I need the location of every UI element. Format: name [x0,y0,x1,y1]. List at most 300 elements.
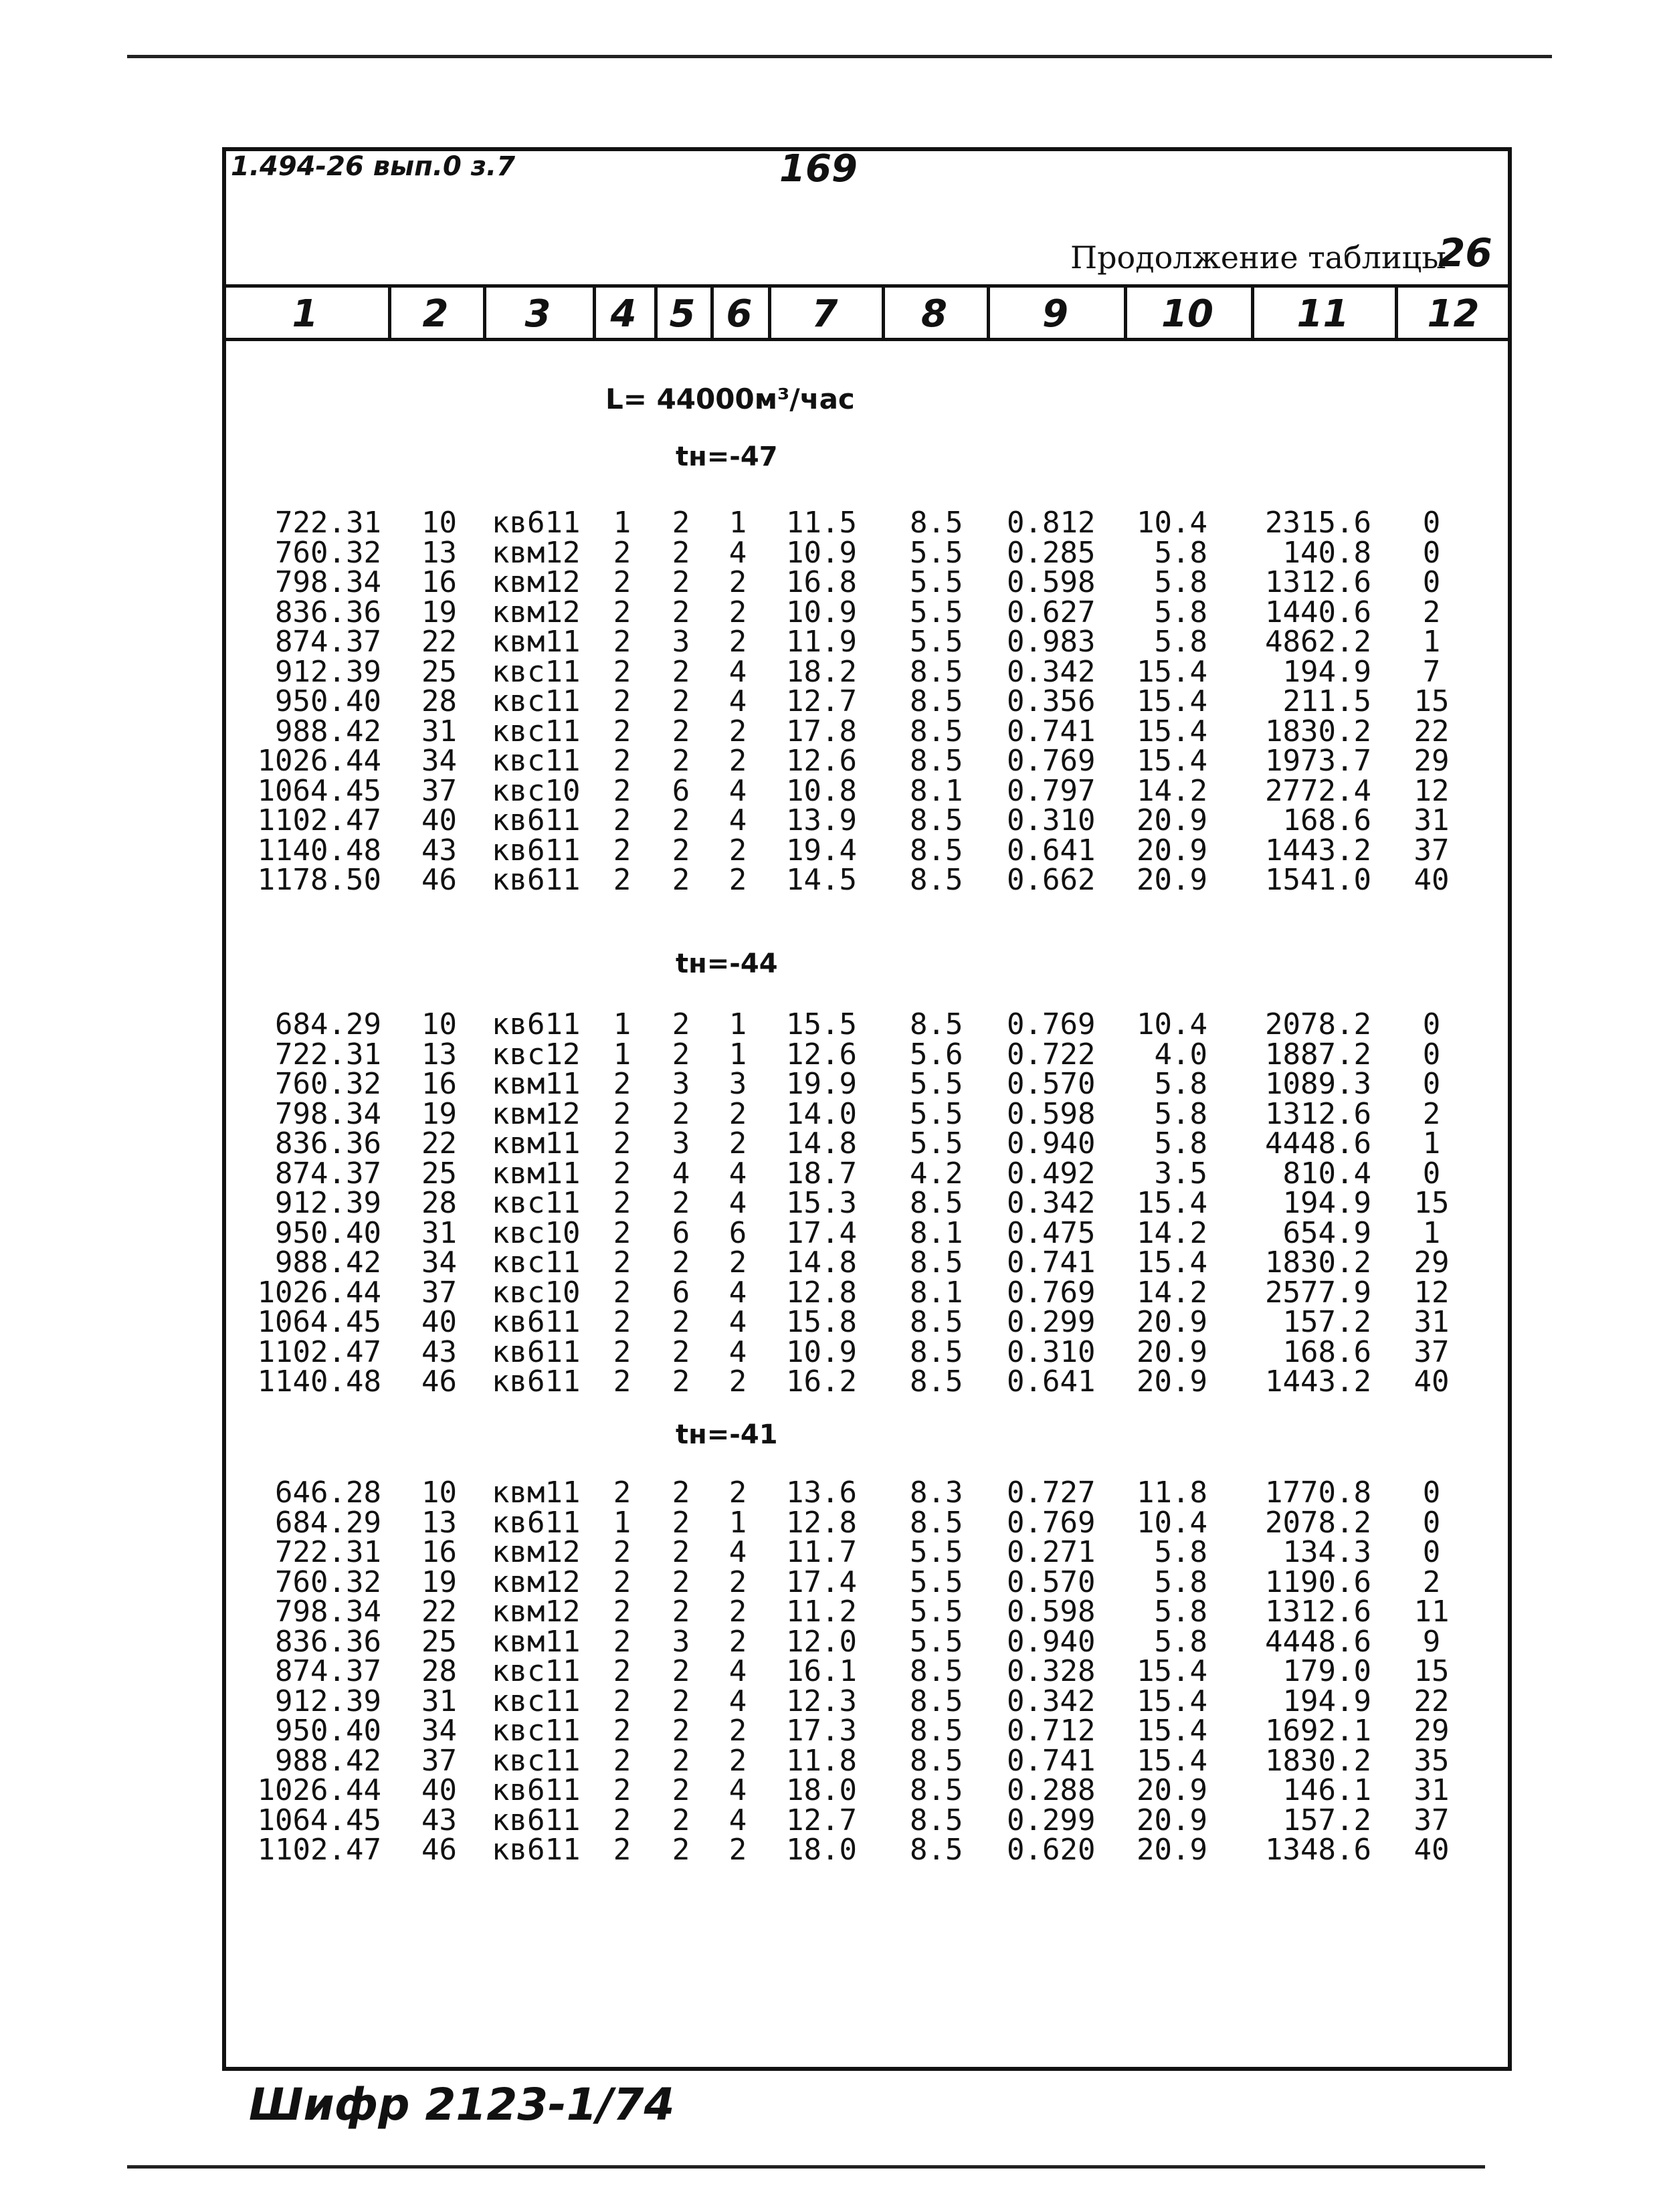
table-cell-col11: 2315.6 [1265,506,1371,540]
table-cell-col4: 2 [613,1365,631,1399]
table-cell-col5: 2 [672,1684,690,1718]
table-cell-col11: 1443.2 [1265,833,1371,868]
table-cell-col7: 14.8 [786,1245,857,1280]
table-cell-col6: 1 [728,1007,747,1041]
table-cell-col9: 0.940 [1007,1624,1096,1659]
table-cell-col7: 16.8 [786,565,857,599]
table-cell-col6: 4 [728,1334,747,1369]
table-cell-col1: 798.34 [275,565,381,599]
table-cell-col4: 2 [613,1067,631,1101]
table-cell-col11: 194.9 [1282,1186,1371,1220]
table-cell-col1: 988.42 [275,714,381,748]
table-cell-col11: 4448.6 [1265,1126,1371,1161]
table-cell-col5: 2 [672,1365,690,1399]
table-cell-col8: 5.5 [910,565,963,599]
continuation-label: Продолжение таблицы [1070,239,1446,276]
table-cell-col7: 15.8 [786,1305,857,1339]
table-cell-col11: 1312.6 [1265,1595,1371,1629]
table-cell-col12: 0 [1422,1505,1441,1540]
table-cell-col7: 16.1 [786,1654,857,1688]
table-cell-col6: 2 [728,863,747,897]
table-cell-col4: 2 [613,1624,631,1659]
table-cell-col8: 5.5 [910,625,963,659]
table-cell-col3: квс11 [492,744,581,778]
table-cell-col6: 2 [728,595,747,629]
table-cell-col10: 20.9 [1137,1365,1207,1399]
table-cell-col1: 1178.50 [257,863,381,897]
table-cell-col5: 6 [672,1275,690,1310]
table-cell-col4: 2 [613,654,631,689]
table-cell-col7: 17.3 [786,1714,857,1748]
table-cell-col12: 0 [1422,1067,1441,1101]
table-cell-col10: 5.8 [1154,1096,1207,1131]
table-cell-col6: 2 [728,1833,747,1867]
table-cell-col7: 17.8 [786,714,857,748]
table-cell-col5: 2 [672,1803,690,1837]
table-cell-col1: 760.32 [275,1565,381,1599]
table-cell-col6: 2 [728,1476,747,1510]
table-cell-col5: 2 [672,1773,690,1807]
column-header-5: 5 [669,292,696,336]
table-cell-col6: 2 [728,1565,747,1599]
table-cell-col10: 20.9 [1137,1334,1207,1369]
table-cell-col2: 19 [421,595,457,629]
table-cell-col9: 0.741 [1007,1245,1096,1280]
table-cell-col2: 28 [421,684,457,718]
table-cell-col1: 1026.44 [257,1773,381,1807]
column-header-8: 8 [921,292,947,336]
table-cell-col3: квс10 [492,1275,581,1310]
table-cell-col1: 646.28 [275,1476,381,1510]
table-cell-col2: 34 [421,1245,457,1280]
table-cell-col1: 1140.48 [257,833,381,868]
top-scan-rule [127,55,1552,58]
table-cell-col11: 2772.4 [1265,773,1371,808]
table-cell-col11: 1887.2 [1265,1037,1371,1072]
table-cell-col6: 4 [728,1275,747,1310]
table-cell-col6: 2 [728,1126,747,1161]
table-cell-col8: 8.3 [910,1476,963,1510]
column-header-11: 11 [1296,292,1349,336]
table-cell-col12: 2 [1422,1565,1441,1599]
table-cell-col12: 7 [1422,654,1441,689]
table-cell-col9: 0.797 [1007,773,1096,808]
table-cell-col3: кв611 [492,1007,581,1041]
table-cell-col1: 684.29 [275,1505,381,1540]
table-cell-col3: квс11 [492,684,581,718]
table-cell-col7: 14.0 [786,1096,857,1131]
table-cell-col2: 37 [421,773,457,808]
table-cell-col2: 16 [421,1067,457,1101]
table-cell-col11: 810.4 [1282,1156,1371,1191]
table-cell-col9: 0.722 [1007,1037,1096,1072]
table-cell-col7: 12.3 [786,1684,857,1718]
table-cell-col8: 8.5 [910,1365,963,1399]
table-cell-col3: квс11 [492,1743,581,1778]
table-cell-col9: 0.285 [1007,535,1096,570]
table-cell-col3: квс12 [492,1037,581,1072]
table-cell-col7: 12.7 [786,1803,857,1837]
table-cell-col11: 179.0 [1282,1654,1371,1688]
table-cell-col1: 836.36 [275,1624,381,1659]
table-cell-col5: 2 [672,1714,690,1748]
column-separator [1395,286,1398,341]
table-cell-col10: 15.4 [1137,1654,1207,1688]
table-cell-col5: 2 [672,1186,690,1220]
table-cell-col3: квс10 [492,773,581,808]
table-cell-col4: 2 [613,1186,631,1220]
table-cell-col4: 1 [613,506,631,540]
table-cell-col1: 1026.44 [257,744,381,778]
table-cell-col8: 4.2 [910,1156,963,1191]
table-cell-col4: 2 [613,1334,631,1369]
table-cell-col6: 2 [728,744,747,778]
table-cell-col1: 836.36 [275,1126,381,1161]
table-cell-col12: 0 [1422,1535,1441,1569]
table-cell-col5: 2 [672,595,690,629]
table-cell-col9: 0.627 [1007,595,1096,629]
table-cell-col9: 0.598 [1007,1096,1096,1131]
column-header-2: 2 [422,292,449,336]
table-cell-col12: 0 [1422,506,1441,540]
table-cell-col9: 0.769 [1007,1505,1096,1540]
table-cell-col3: квс11 [492,1714,581,1748]
table-cell-col4: 2 [613,1803,631,1837]
column-header-3: 3 [524,292,551,336]
table-cell-col8: 8.1 [910,1215,963,1250]
table-cell-col12: 0 [1422,565,1441,599]
table-cell-col12: 22 [1413,714,1450,748]
table-cell-col4: 2 [613,1156,631,1191]
table-cell-col5: 2 [672,565,690,599]
table-cell-col9: 0.570 [1007,1565,1096,1599]
table-cell-col3: кв611 [492,1365,581,1399]
table-cell-col10: 5.8 [1154,565,1207,599]
table-cell-col5: 2 [672,1654,690,1688]
table-cell-col4: 2 [613,1275,631,1310]
table-cell-col7: 18.0 [786,1773,857,1807]
table-cell-col5: 2 [672,1305,690,1339]
table-cell-col4: 2 [613,1215,631,1250]
table-cell-col9: 0.310 [1007,803,1096,837]
table-cell-col3: кв611 [492,1334,581,1369]
table-cell-col7: 18.2 [786,654,857,689]
table-cell-col12: 29 [1413,744,1450,778]
table-cell-col11: 654.9 [1282,1215,1371,1250]
table-cell-col12: 0 [1422,1007,1441,1041]
table-cell-col10: 20.9 [1137,1305,1207,1339]
table-cell-col7: 14.8 [786,1126,857,1161]
table-cell-col10: 15.4 [1137,1743,1207,1778]
table-cell-col2: 13 [421,535,457,570]
table-cell-col12: 0 [1422,1037,1441,1072]
table-cell-col8: 8.5 [910,1743,963,1778]
table-cell-col4: 2 [613,1743,631,1778]
table-cell-col1: 760.32 [275,1067,381,1101]
table-cell-col7: 18.0 [786,1833,857,1867]
table-cell-col6: 4 [728,1535,747,1569]
table-cell-col1: 1102.47 [257,1833,381,1867]
table-cell-col6: 2 [728,565,747,599]
table-cell-col11: 1440.6 [1265,595,1371,629]
table-cell-col2: 25 [421,1624,457,1659]
table-cell-col1: 836.36 [275,595,381,629]
table-cell-col10: 10.4 [1137,1007,1207,1041]
table-cell-col12: 40 [1413,1365,1450,1399]
table-cell-col12: 31 [1413,1773,1450,1807]
table-cell-col9: 0.299 [1007,1305,1096,1339]
table-cell-col9: 0.310 [1007,1334,1096,1369]
table-cell-col11: 1830.2 [1265,1245,1371,1280]
column-separator [1124,286,1127,341]
table-cell-col12: 1 [1422,625,1441,659]
table-cell-col5: 3 [672,625,690,659]
table-cell-col7: 12.0 [786,1624,857,1659]
table-cell-col7: 12.6 [786,744,857,778]
table-cell-col1: 760.32 [275,535,381,570]
table-cell-col8: 8.5 [910,1505,963,1540]
table-cell-col8: 8.5 [910,1714,963,1748]
table-cell-col4: 1 [613,1037,631,1072]
table-cell-col4: 2 [613,1595,631,1629]
table-cell-col7: 10.9 [786,1334,857,1369]
table-cell-col2: 34 [421,744,457,778]
table-cell-col7: 10.9 [786,535,857,570]
table-cell-col11: 1443.2 [1265,1365,1371,1399]
table-cell-col10: 20.9 [1137,1833,1207,1867]
table-cell-col10: 15.4 [1137,684,1207,718]
table-cell-col12: 2 [1422,595,1441,629]
table-cell-col4: 2 [613,565,631,599]
table-cell-col9: 0.662 [1007,863,1096,897]
table-cell-col1: 798.34 [275,1595,381,1629]
table-cell-col3: квм12 [492,1565,581,1599]
table-cell-col9: 0.727 [1007,1476,1096,1510]
table-cell-col8: 8.5 [910,1245,963,1280]
table-cell-col6: 4 [728,1684,747,1718]
table-cell-col1: 1064.45 [257,773,381,808]
table-cell-col3: квм12 [492,1595,581,1629]
table-cell-col8: 5.5 [910,1565,963,1599]
table-cell-col11: 1312.6 [1265,565,1371,599]
page-number: 169 [779,147,858,191]
table-cell-col5: 4 [672,1156,690,1191]
table-cell-col3: кв611 [492,1803,581,1837]
table-cell-col11: 168.6 [1282,803,1371,837]
table-cell-col1: 874.37 [275,1654,381,1688]
table-cell-col3: кв611 [492,833,581,868]
table-cell-col11: 1541.0 [1265,863,1371,897]
table-cell-col3: квс11 [492,1684,581,1718]
table-cell-col2: 43 [421,1334,457,1369]
table-cell-col8: 8.1 [910,773,963,808]
table-cell-col2: 16 [421,1535,457,1569]
table-cell-col3: квм11 [492,1156,581,1191]
table-cell-col9: 0.641 [1007,833,1096,868]
table-cell-col7: 10.9 [786,595,857,629]
table-cell-col6: 1 [728,1037,747,1072]
table-cell-col2: 40 [421,1773,457,1807]
table-cell-col8: 8.5 [910,684,963,718]
table-cell-col2: 28 [421,1186,457,1220]
table-cell-col8: 5.5 [910,1067,963,1101]
table-cell-col8: 8.5 [910,1773,963,1807]
table-cell-col6: 4 [728,1156,747,1191]
table-cell-col10: 5.8 [1154,625,1207,659]
table-cell-col5: 2 [672,803,690,837]
table-cell-col6: 4 [728,1803,747,1837]
table-cell-col5: 2 [672,1833,690,1867]
table-cell-col7: 12.6 [786,1037,857,1072]
table-cell-col7: 12.8 [786,1505,857,1540]
column-header-1: 1 [292,292,318,336]
table-cell-col6: 4 [728,535,747,570]
table-cell-col6: 4 [728,773,747,808]
table-cell-col1: 874.37 [275,1156,381,1191]
table-cell-col4: 2 [613,1245,631,1280]
table-cell-col10: 14.2 [1137,1215,1207,1250]
column-header-12: 12 [1427,292,1480,336]
table-cell-col11: 168.6 [1282,1334,1371,1369]
table-cell-col11: 157.2 [1282,1803,1371,1837]
column-separator [882,286,885,341]
table-cell-col11: 1692.1 [1265,1714,1371,1748]
table-cell-col1: 988.42 [275,1743,381,1778]
table-cell-col7: 13.9 [786,803,857,837]
section-label: tн=-47 [676,441,778,472]
column-separator [987,286,990,341]
table-cell-col12: 9 [1422,1624,1441,1659]
table-cell-col9: 0.475 [1007,1215,1096,1250]
column-header-6: 6 [726,292,753,336]
table-cell-col1: 950.40 [275,684,381,718]
table-cell-col2: 25 [421,654,457,689]
table-cell-col3: квм11 [492,1476,581,1510]
table-cell-col7: 19.9 [786,1067,857,1101]
table-cell-col1: 684.29 [275,1007,381,1041]
table-cell-col2: 22 [421,1595,457,1629]
table-cell-col6: 1 [728,506,747,540]
section-label: tн=-41 [676,1419,778,1450]
table-cell-col2: 25 [421,1156,457,1191]
cipher-label: Шифр 2123-1/74 [249,2079,675,2130]
table-cell-col12: 37 [1413,833,1450,868]
table-cell-col3: квм11 [492,1126,581,1161]
table-cell-col12: 29 [1413,1245,1450,1280]
table-cell-col4: 2 [613,1096,631,1131]
table-cell-col2: 31 [421,714,457,748]
table-cell-col10: 5.8 [1154,535,1207,570]
table-cell-col6: 2 [728,1714,747,1748]
table-cell-col10: 15.4 [1137,714,1207,748]
table-cell-col3: квм11 [492,1067,581,1101]
table-cell-col3: квм12 [492,565,581,599]
table-cell-col4: 2 [613,1714,631,1748]
column-separator [654,286,658,341]
table-cell-col10: 10.4 [1137,1505,1207,1540]
table-cell-col12: 0 [1422,1156,1441,1191]
column-header-10: 10 [1161,292,1213,336]
table-cell-col1: 912.39 [275,654,381,689]
table-cell-col7: 16.2 [786,1365,857,1399]
table-cell-col11: 1312.6 [1265,1096,1371,1131]
column-separator [483,286,486,341]
table-cell-col5: 2 [672,744,690,778]
table-cell-col10: 5.8 [1154,595,1207,629]
table-cell-col6: 2 [728,1743,747,1778]
table-cell-col3: кв611 [492,863,581,897]
table-cell-col10: 5.8 [1154,1595,1207,1629]
table-cell-col3: кв611 [492,1305,581,1339]
table-cell-col2: 40 [421,1305,457,1339]
table-cell-col9: 0.983 [1007,625,1096,659]
table-cell-col8: 8.5 [910,654,963,689]
column-separator [388,286,391,341]
table-cell-col4: 2 [613,1126,631,1161]
table-cell-col5: 2 [672,863,690,897]
table-cell-col10: 11.8 [1137,1476,1207,1510]
table-cell-col2: 31 [421,1684,457,1718]
table-cell-col7: 15.3 [786,1186,857,1220]
table-cell-col4: 2 [613,833,631,868]
table-cell-col2: 37 [421,1743,457,1778]
table-cell-col2: 19 [421,1096,457,1131]
table-cell-col8: 8.5 [910,1186,963,1220]
table-cell-col12: 37 [1413,1334,1450,1369]
table-cell-col8: 8.5 [910,1007,963,1041]
table-cell-col3: квс10 [492,1215,581,1250]
table-cell-col9: 0.342 [1007,1684,1096,1718]
table-cell-col1: 1064.45 [257,1305,381,1339]
table-cell-col7: 13.6 [786,1476,857,1510]
table-cell-col8: 8.5 [910,1833,963,1867]
table-cell-col8: 5.5 [910,1595,963,1629]
table-cell-col8: 8.5 [910,714,963,748]
table-cell-col9: 0.741 [1007,714,1096,748]
table-cell-col3: кв611 [492,1505,581,1540]
table-cell-col5: 2 [672,1565,690,1599]
table-cell-col2: 19 [421,1565,457,1599]
column-header-7: 7 [811,292,838,336]
table-cell-col4: 1 [613,1007,631,1041]
table-cell-col12: 0 [1422,535,1441,570]
table-cell-col1: 912.39 [275,1684,381,1718]
table-cell-col11: 134.3 [1282,1535,1371,1569]
table-cell-col9: 0.769 [1007,1275,1096,1310]
table-cell-col5: 2 [672,1007,690,1041]
table-cell-col12: 0 [1422,1476,1441,1510]
table-cell-col8: 8.5 [910,1803,963,1837]
table-cell-col10: 20.9 [1137,803,1207,837]
table-cell-col11: 1973.7 [1265,744,1371,778]
table-cell-col12: 15 [1413,684,1450,718]
table-cell-col12: 22 [1413,1684,1450,1718]
table-cell-col9: 0.769 [1007,1007,1096,1041]
table-cell-col2: 43 [421,1803,457,1837]
table-cell-col11: 2577.9 [1265,1275,1371,1310]
table-cell-col7: 11.9 [786,625,857,659]
table-cell-col1: 1026.44 [257,1275,381,1310]
table-cell-col5: 2 [672,1096,690,1131]
table-cell-col6: 2 [728,833,747,868]
table-cell-col11: 211.5 [1282,684,1371,718]
table-cell-col5: 3 [672,1624,690,1659]
table-cell-col9: 0.342 [1007,654,1096,689]
table-cell-col8: 8.5 [910,833,963,868]
table-cell-col9: 0.288 [1007,1773,1096,1807]
table-cell-col11: 194.9 [1282,1684,1371,1718]
table-cell-col5: 2 [672,714,690,748]
